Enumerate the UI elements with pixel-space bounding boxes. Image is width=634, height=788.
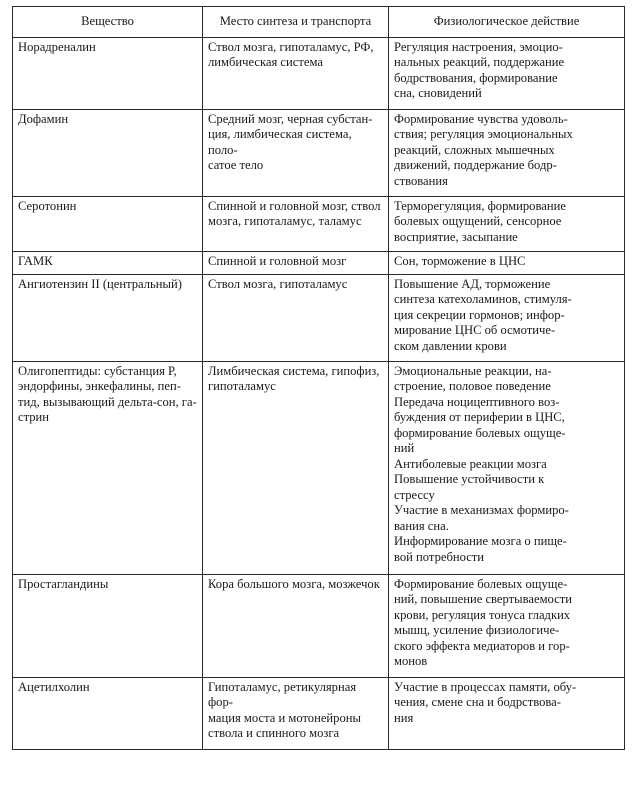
header-physiological-action: Физиологическое действие xyxy=(389,7,625,38)
table-row xyxy=(13,361,625,574)
cell-substance: Ацетилхолин xyxy=(13,677,203,749)
cell-physiological-action: Формирование чувства удоволь- ствия; регуляция эмоциональных реакций, сложных мышечных движений, поддержание бодр- ствования xyxy=(389,109,625,196)
header-synthesis-site: Место синтеза и транспорта xyxy=(203,7,389,38)
cell-substance: ГАМК xyxy=(13,251,203,274)
cell-physiological-action: Повышение АД, торможение синтеза катехоламинов, стимуля- ция секреции гормонов; инфор- мирование ЦНС об осмотиче- ском давлении крови xyxy=(389,274,625,361)
table-row xyxy=(13,196,625,251)
cell-synthesis-site: Спинной и головной мозг xyxy=(203,251,389,274)
cell-substance: Серотонин xyxy=(13,196,203,251)
cell-physiological-action: Регуляция настроения, эмоцио- нальных реакций, поддержание бодрствования, формирование сна, сновидений xyxy=(389,37,625,109)
cell-physiological-action: Эмоциональные реакции, на- строение, половое поведение Передача ноцицептивного воз- буждения от периферии в ЦНС, формирование болевых ощуще- ний Антиболевые реакции мозга Повышение устойчивости к стрессу Участие в механизмах формиро- вания сна. Информирование мозга о пище- вой потребности xyxy=(389,361,625,574)
table-row xyxy=(13,37,625,109)
cell-physiological-action: Формирование болевых ощуще- ний, повышение свертываемости крови, регуляция тонуса гладких мышц, усиление физиологиче- ского эффекта медиаторов и гор- монов xyxy=(389,574,625,677)
cell-synthesis-site: Ствол мозга, гипоталамус, РФ, лимбическая система xyxy=(203,37,389,109)
table-row xyxy=(13,251,625,274)
cell-physiological-action: Участие в процессах памяти, обу- чения, смене сна и бодрствова- ния xyxy=(389,677,625,749)
header-substance: Вещество xyxy=(13,7,203,38)
table-row xyxy=(13,274,625,361)
neurotransmitter-table xyxy=(12,6,625,750)
cell-physiological-action: Терморегуляция, формирование болевых ощущений, сенсорное восприятие, засыпание xyxy=(389,196,625,251)
cell-substance: Дофамин xyxy=(13,109,203,196)
cell-synthesis-site: Средний мозг, черная субстан- ция, лимбическая система, поло- сатое тело xyxy=(203,109,389,196)
cell-substance: Олигопептиды: субстанция Р, эндорфины, энкефалины, пеп- тид, вызывающий дельта-сон, га- стрин xyxy=(13,361,203,574)
cell-synthesis-site: Лимбическая система, гипофиз, гипоталамус xyxy=(203,361,389,574)
cell-substance: Норадреналин xyxy=(13,37,203,109)
cell-substance: Простагландины xyxy=(13,574,203,677)
table-row xyxy=(13,574,625,677)
table-row xyxy=(13,677,625,749)
cell-synthesis-site: Кора большого мозга, мозжечок xyxy=(203,574,389,677)
table-header-row xyxy=(13,7,625,38)
cell-synthesis-site: Спинной и головной мозг, ствол мозга, гипоталамус, таламус xyxy=(203,196,389,251)
cell-synthesis-site: Ствол мозга, гипоталамус xyxy=(203,274,389,361)
table-row xyxy=(13,109,625,196)
cell-physiological-action: Сон, торможение в ЦНС xyxy=(389,251,625,274)
cell-synthesis-site: Гипоталамус, ретикулярная фор- мация моста и мотонейроны ствола и спинного мозга xyxy=(203,677,389,749)
cell-substance: Ангиотензин II (центральный) xyxy=(13,274,203,361)
